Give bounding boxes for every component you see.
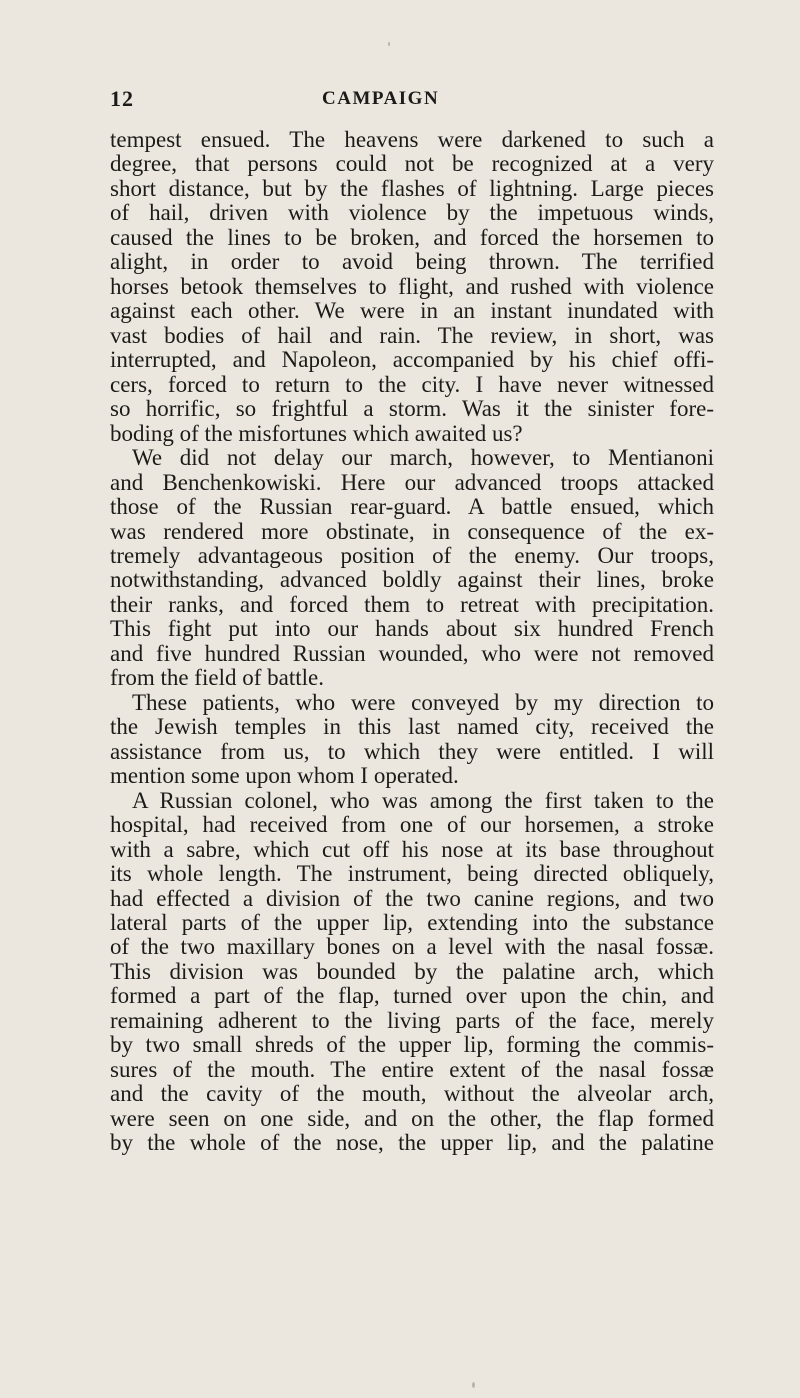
text-line: interrupted, and Napoleon, accompanied by his chief offi- [110, 347, 714, 373]
text-line: mention some upon whom I operated. [110, 763, 459, 789]
text-line: by the whole of the nose, the upper lip, and the palatine [110, 1130, 714, 1156]
text-line: cers, forced to return to the city. I have never witnessed [110, 371, 714, 397]
text-line: alight, in order to avoid being thrown. The terrified [110, 249, 714, 275]
text-line: degree, that persons could not be recognized at a very [110, 151, 714, 177]
text-line: formed a part of the flap, turned over upon the chin, and [110, 983, 714, 1009]
text-line: tremely advantageous position of the enemy. Our troops, [110, 542, 714, 568]
text-line: by two small shreds of the upper lip, forming the commis- [110, 1032, 714, 1058]
text-line: with a sabre, which cut off his nose at its base throughout [110, 836, 714, 862]
text-line: short distance, but by the flashes of lightning. Large pieces [110, 175, 714, 201]
text-line: We did not delay our march, however, to Mentianoni [132, 445, 714, 471]
text-line: This division was bounded by the palatine arch, which [110, 958, 714, 984]
text-line: notwithstanding, advanced boldly against their lines, broke [110, 567, 714, 593]
running-head: CAMPAIGN [322, 88, 440, 109]
text-line: assistance from us, to which they were entitled. I will [110, 738, 714, 764]
text-line: A Russian colonel, who was among the first taken to the [132, 787, 714, 813]
paper-speck [388, 42, 390, 46]
text-line: horses betook themselves to flight, and rushed with violence [110, 273, 714, 299]
text-line: their ranks, and forced them to retreat with precipitation. [110, 591, 714, 617]
page-number: 12 [110, 86, 134, 111]
text-line: These patients, who were conveyed by my direction to [132, 689, 714, 715]
text-line: so horrific, so frightful a storm. Was it the sinister fore- [110, 396, 714, 422]
text-line: hospital, had received from one of our horsemen, a stroke [110, 812, 714, 838]
text-line: lateral parts of the upper lip, extending into the substance [110, 910, 714, 935]
text-line: those of the Russian rear-guard. A battle ensued, which [110, 494, 714, 520]
text-line: sures of the mouth. The entire extent of the nasal fossæ [110, 1056, 714, 1082]
text-line: remaining adherent to the living parts of the face, merely [110, 1007, 714, 1033]
text-line: boding of the misfortunes which awaited us? [110, 420, 523, 446]
text-line: of hail, driven with violence by the impetuous winds, [110, 200, 714, 226]
paper-speck [472, 1382, 475, 1388]
text-line: and five hundred Russian wounded, who were not removed [110, 640, 714, 666]
text-line: its whole length. The instrument, being directed obliquely, [110, 861, 714, 887]
text-line: from the field of battle. [110, 665, 324, 691]
text-line: and the cavity of the mouth, without the alveolar arch, [110, 1081, 714, 1107]
text-line: and Benchenkowiski. Here our advanced troops attacked [110, 469, 714, 495]
text-line: against each other. We were in an instant inundated with [110, 298, 714, 324]
text-line: tempest ensued. The heavens were darkened to such a [110, 127, 714, 152]
text-line: caused the lines to be broken, and forced the horsemen to [110, 224, 714, 250]
text-line: was rendered more obstinate, in consequence of the ex- [110, 518, 714, 544]
text-line: vast bodies of hail and rain. The review, in short, was [110, 322, 714, 348]
text-line: had effected a division of the two canine regions, and two [110, 885, 714, 911]
text-line: of the two maxillary bones on a level with the nasal fossæ. [110, 934, 714, 960]
page-header [110, 86, 710, 116]
text-line: were seen on one side, and on the other, the flap formed [110, 1105, 714, 1131]
text-line: This fight put into our hands about six hundred French [110, 616, 714, 642]
text-line: the Jewish temples in this last named city, received the [110, 714, 714, 740]
body-text [110, 128, 714, 1156]
